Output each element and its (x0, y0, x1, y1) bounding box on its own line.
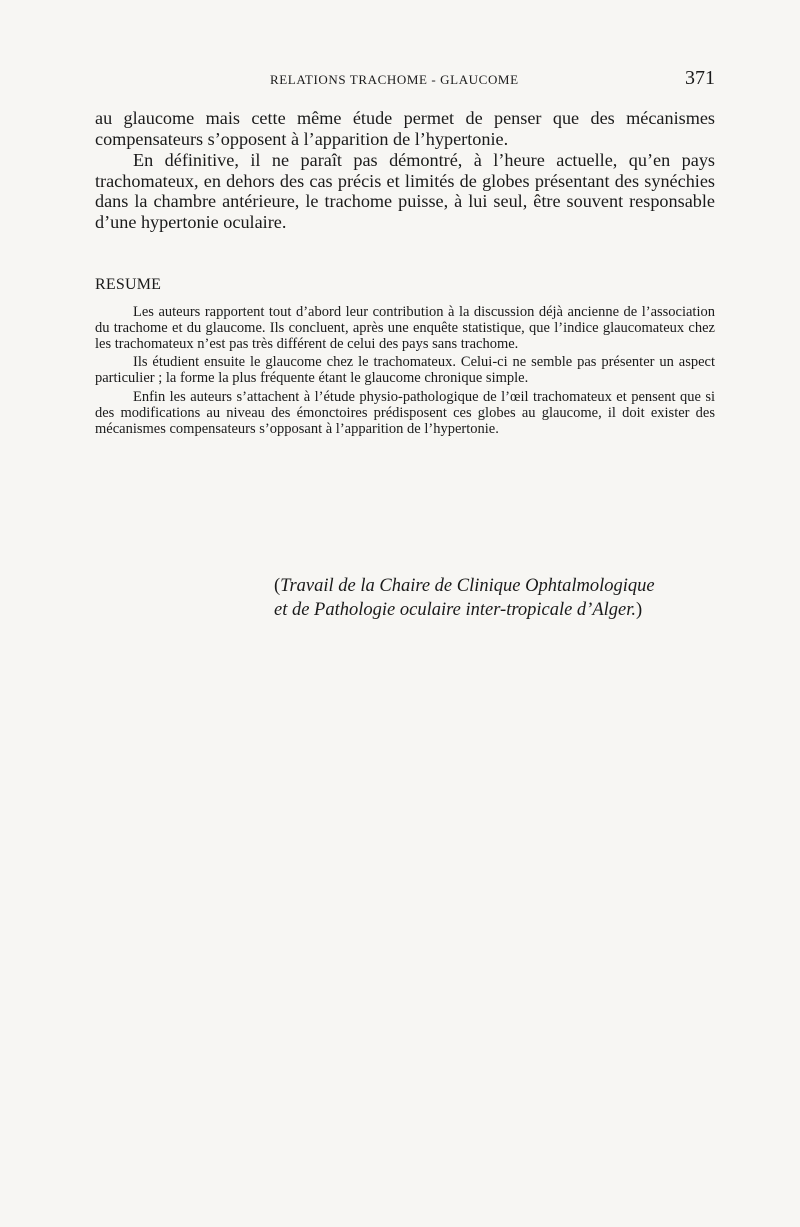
credit-line-1 (274, 574, 734, 598)
credit-text-2: et de Pathologie oculaire inter-tropicale d’Alger. (274, 600, 637, 620)
body-text (95, 108, 715, 232)
resume-text (95, 305, 715, 440)
body-paragraph-1: au glaucome mais cette même étude permet de penser que des mécanismes compensateurs s’opposent à l’apparition de l’hypertonie. (95, 108, 715, 149)
page-number: 371 (685, 67, 715, 89)
credit-line-2 (274, 598, 734, 622)
credit-text-1: Travail de la Chaire de Clinique Ophtalmologique (280, 576, 655, 596)
credit-close-paren: ) (636, 600, 643, 620)
body-paragraph-2: En définitive, il ne paraît pas démontré, à l’heure actuelle, qu’en pays trachomateux, en dehors des cas précis et limités de globes présentant des synéchies dans la chambre antérieure, le trachome puisse, à lui seul, être souvent responsable d’une hypertonie oculaire. (95, 150, 715, 232)
resume-heading: RESUME (95, 276, 162, 293)
running-head (95, 67, 715, 94)
credit-open-paren: ( (274, 576, 281, 596)
resume-paragraph-2: Ils étudient ensuite le glaucome chez le trachomateux. Celui-ci ne semble pas présenter un aspect particulier ; la forme la plus fréquente étant le glaucome chronique simple. (95, 354, 715, 387)
institution-credit (274, 574, 734, 622)
resume-paragraph-3: Enfin les auteurs s’attachent à l’étude physio-pathologique de l’œil trachomateux et pensent que si des modifications au niveau des émonctoires prédisposent ces globes au glaucome, il doit exister des mécanismes compensateurs s’opposant à l’apparition de l’hypertonie. (95, 388, 715, 437)
resume-paragraph-1: Les auteurs rapportent tout d’abord leur contribution à la discussion déjà ancienne de l’association du trachome et du glaucome. Ils concluent, après une enquête statistique, que l’indice glaucomateux chez les trachomateux n’est pas très différent de celui des pays sans trachome. (95, 304, 715, 352)
running-title: RELATIONS TRACHOME - GLAUCOME (270, 72, 519, 87)
